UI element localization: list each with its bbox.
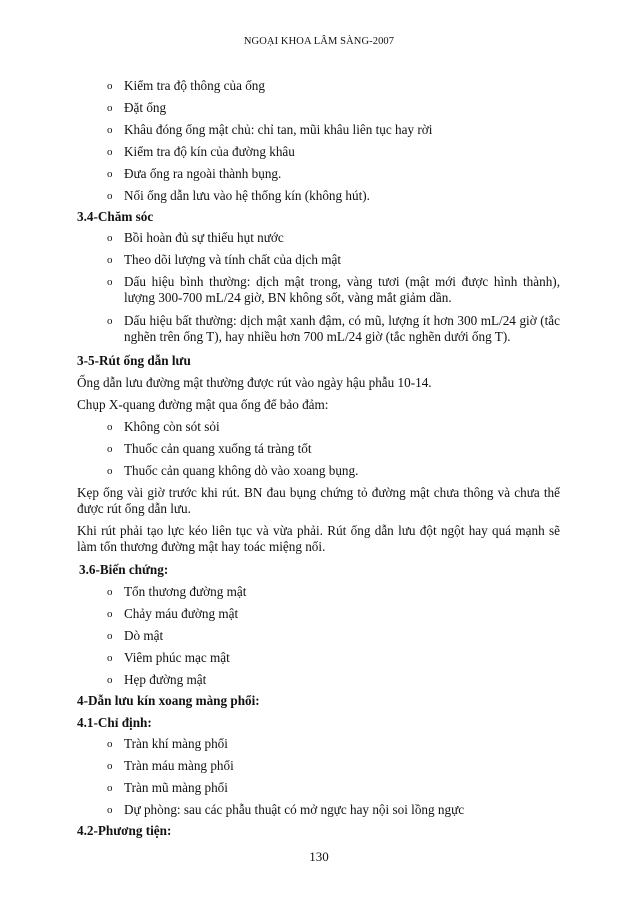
bullet-mark: o: [107, 190, 113, 202]
bullet-mark: o: [107, 674, 113, 686]
bullet-mark: o: [107, 276, 113, 288]
section-heading: 4.2-Phương tiện:: [77, 823, 172, 838]
list-item-text: Tràn khí màng phổi: [124, 736, 228, 751]
bullet-mark: o: [107, 760, 113, 772]
bullet-mark: o: [107, 421, 113, 433]
list-item-text: Kiểm tra độ thông của ống: [124, 78, 265, 93]
list-item-text: Thuốc cản quang không dò vào xoang bụng.: [124, 463, 359, 478]
bullet-mark: o: [107, 586, 113, 598]
list-item-text: Khâu đóng ống mật chủ: chỉ tan, mũi khâu liên tục hay rời: [124, 122, 433, 137]
bullet-mark: o: [107, 630, 113, 642]
bullet-mark: o: [107, 124, 113, 136]
bullet-mark: o: [107, 254, 113, 266]
list-item-text: Đưa ống ra ngoài thành bụng.: [124, 166, 282, 181]
bullet-mark: o: [107, 738, 113, 750]
bullet-mark: o: [107, 80, 113, 92]
bullet-mark: o: [107, 782, 113, 794]
list-item-text: Tràn mũ màng phổi: [124, 780, 228, 795]
section-heading: 3-5-Rút ống dẫn lưu: [77, 353, 191, 368]
list-item-text: Kiểm tra độ kín của đường khâu: [124, 144, 295, 159]
bullet-mark: o: [107, 804, 113, 816]
list-item-text: Nối ống dẫn lưu vào hệ thống kín (không hút).: [124, 188, 370, 203]
list-item-text: Dấu hiệu bất thường: dịch mật xanh đậm, có mũ, lượng ít hơn 300 mL/24 giờ (tắc nghẽn trên ống T), hay nhiều hơn 700 mL/24 giờ (tắc nghẽn dưới ống T).: [124, 313, 560, 344]
page-number: 130: [309, 849, 329, 864]
list-item-text: Bồi hoàn đủ sự thiếu hụt nước: [124, 230, 284, 245]
section-heading: 4-Dẫn lưu kín xoang màng phổi:: [77, 693, 260, 708]
body-paragraph: Kẹp ống vài giờ trước khi rút. BN đau bụng chứng tỏ đường mật chưa thông và chưa thể được rút ống dẫn lưu.: [77, 485, 560, 516]
list-item-text: Không còn sót sỏi: [124, 419, 220, 434]
section-heading: 4.1-Chỉ định:: [77, 715, 152, 730]
list-item-text: Dự phòng: sau các phẫu thuật có mở ngực hay nội soi lồng ngực: [124, 802, 465, 817]
body-text: Ống dẫn lưu đường mật thường được rút vào ngày hậu phẫu 10-14.: [77, 375, 432, 390]
list-item-text: Dấu hiệu bình thường: dịch mật trong, vàng tươi (mật mới được hình thành), lượng 300-700 mL/24 giờ, BN không sốt, vàng mắt giảm dần.: [124, 274, 560, 305]
list-item-text: Tổn thương đường mật: [124, 584, 247, 599]
body-text: Chụp X-quang đường mật qua ống để bảo đảm:: [77, 397, 329, 412]
bullet-mark: o: [107, 443, 113, 455]
bullet-mark: o: [107, 102, 113, 114]
list-item-text: Chảy máu đường mật: [124, 606, 239, 621]
running-header: NGOẠI KHOA LÂM SÀNG-2007: [243, 36, 395, 47]
bullet-mark: o: [107, 465, 113, 477]
list-item-text: Viêm phúc mạc mật: [124, 650, 230, 665]
list-item-text: Hẹp đường mật: [124, 672, 207, 687]
list-item-text: Theo dõi lượng và tính chất của dịch mật: [124, 252, 342, 267]
section-heading: 3.4-Chăm sóc: [77, 209, 154, 224]
bullet-mark: o: [107, 652, 113, 664]
bullet-mark: o: [107, 608, 113, 620]
bullet-mark: o: [107, 146, 113, 158]
body-paragraph: Khi rút phải tạo lực kéo liên tục và vừa phải. Rút ống dẫn lưu đột ngột hay quá mạnh sẽ làm tổn thương đường mật hay toác miệng nối.: [77, 523, 560, 554]
list-item-text: Thuốc cản quang xuống tá tràng tốt: [124, 441, 312, 456]
section-heading: 3.6-Biến chứng:: [79, 562, 169, 577]
list-item-text: Dò mật: [124, 628, 164, 643]
list-item-text: Đặt ống: [124, 100, 167, 115]
bullet-mark: o: [107, 315, 113, 327]
bullet-mark: o: [107, 168, 113, 180]
bullet-mark: o: [107, 232, 113, 244]
list-item-text: Tràn máu màng phổi: [124, 758, 234, 773]
